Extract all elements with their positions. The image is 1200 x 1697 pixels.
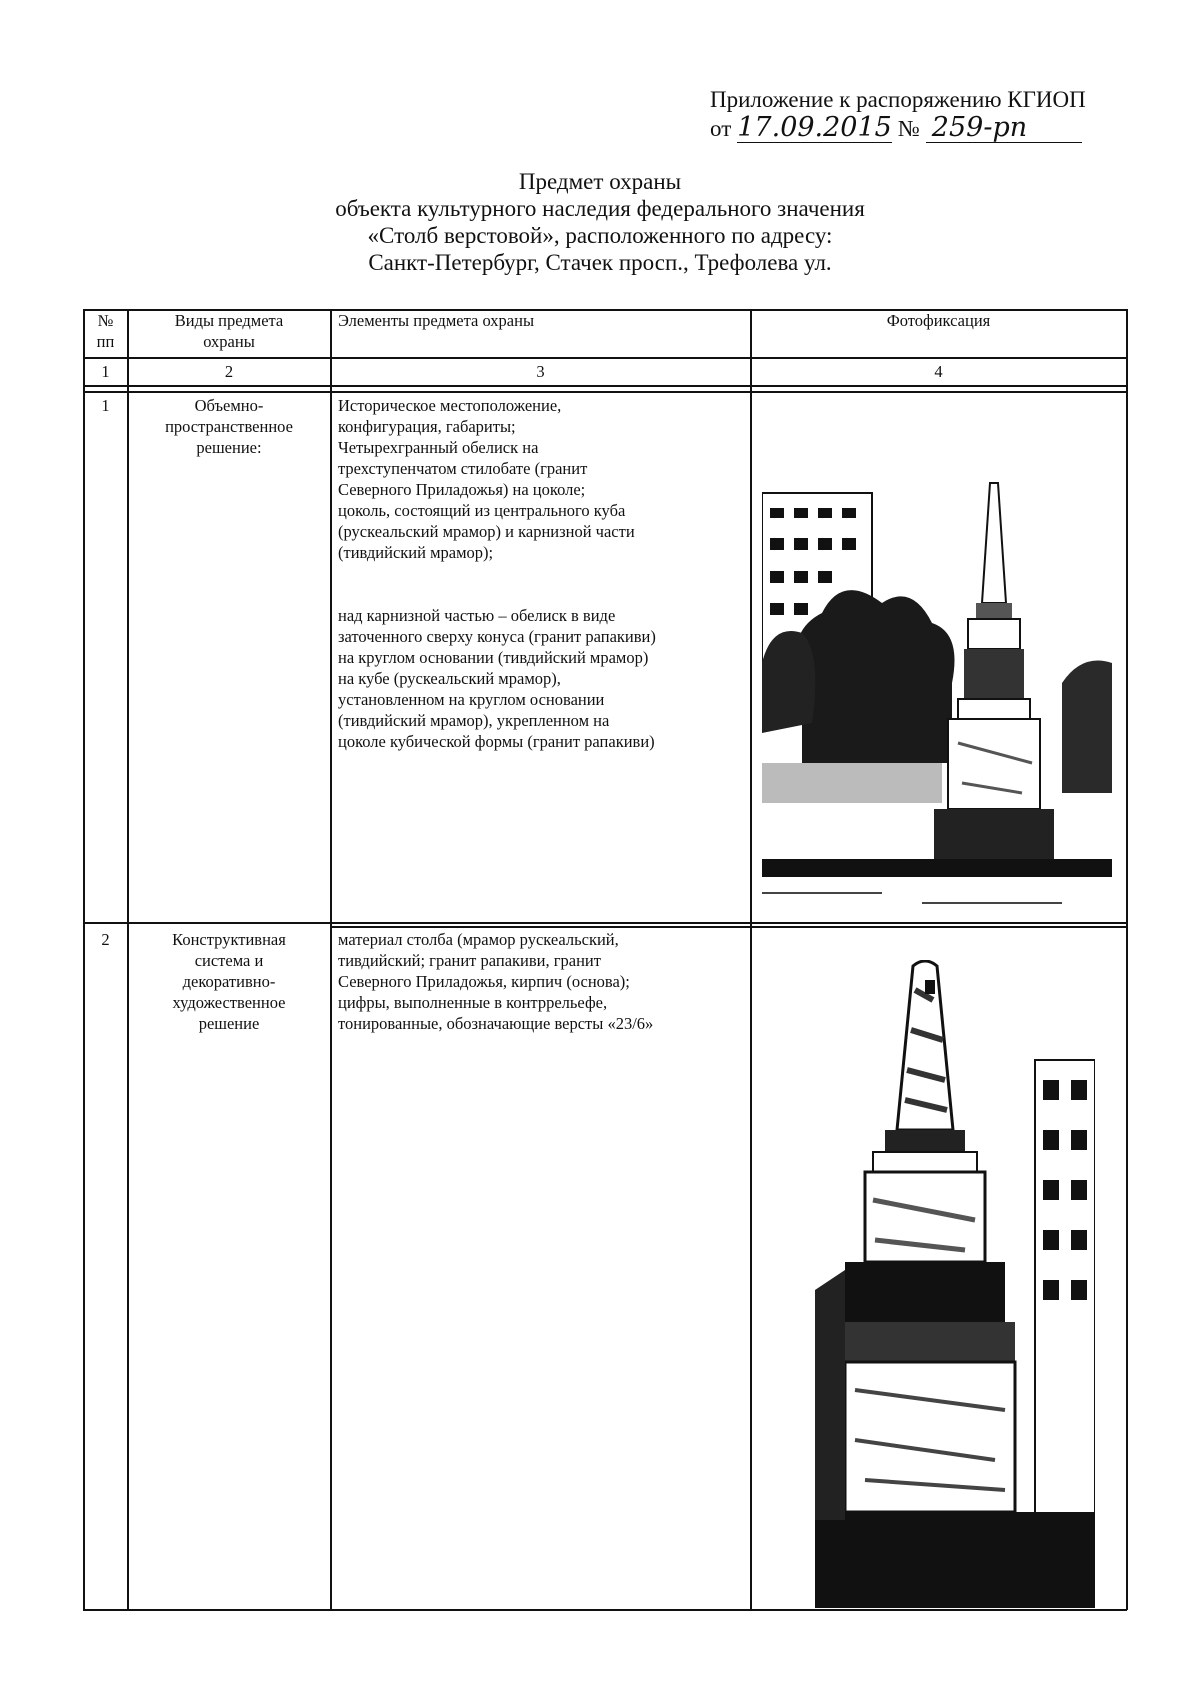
table-border-bottom [83, 1609, 1127, 1611]
row-2-top [330, 926, 1127, 928]
row-1-element-line-10: заточенного сверху конуса (гранит рапакиви) [338, 627, 656, 646]
title-line-4: Санкт-Петербург, Стачек просп., Трефолева ул. [368, 250, 832, 275]
header-divider [83, 357, 1127, 359]
row-1-elements-b [338, 605, 748, 752]
title-line-3: «Столб верстовой», расположенного по адресу: [367, 223, 833, 248]
col-header-no-line-1: № [97, 311, 114, 330]
document-title [0, 168, 1200, 276]
annex-title: Приложение к распоряжению КГИОП [710, 87, 1086, 112]
row-1-element-line-8: (тивдийский мрамор); [338, 543, 494, 562]
row-1-element-line-9: над карнизной частью – обелиск в виде [338, 606, 616, 625]
row-2-elements [338, 929, 748, 1034]
row-2-element-line-2: тивдийский; гранит рапакиви, гранит [338, 951, 601, 970]
row-1-element-line-6: цоколь, состоящий из центрального куба [338, 501, 626, 520]
column-number-divider [83, 385, 1127, 387]
row-2-element-line-1: материал столба (мрамор рускеальский, [338, 930, 619, 949]
row-1-element-line-12: на кубе (рускеальский мрамор), [338, 669, 561, 688]
row-1-element-line-13: установленном на круглом основании [338, 690, 605, 709]
row-1-photo [762, 463, 1112, 918]
title-line-2: объекта культурного наследия федерального значения [335, 196, 865, 221]
col-header-no [84, 310, 127, 352]
row-2-type-line-1: Конструктивная [172, 930, 286, 949]
col-number-1: 1 [101, 362, 110, 381]
row-2-type-line-2: система и [194, 951, 264, 970]
annex-reference [710, 114, 1086, 143]
row-1-element-line-3: Четырехгранный обелиск на [338, 438, 539, 457]
row-1-type-line-3: решение: [196, 438, 262, 457]
row-2-element-line-3: Северного Приладожья, кирпич (основа); [338, 972, 630, 991]
col-header-no-line-2: пп [96, 332, 115, 351]
row-1-element-line-5: Северного Приладожья) на цоколе; [338, 480, 586, 499]
row-2-type [128, 929, 330, 1034]
row-2-number: 2 [101, 930, 110, 949]
obelisk-photo-1 [762, 463, 1112, 918]
row-1-type-line-1: Объемно- [194, 396, 264, 415]
row-1-element-line-11: на круглом основании (тивдийский мрамор) [338, 648, 649, 667]
row-2-photo [815, 960, 1095, 1608]
table-divider-3 [750, 309, 752, 1610]
row-2-type-line-5: решение [198, 1014, 260, 1033]
col-header-type-line-2: охраны [203, 332, 255, 351]
row-2-type-line-4: художественное [172, 993, 286, 1012]
row-2-element-line-4: цифры, выполненные в контррельефе, [338, 993, 608, 1012]
row-2-type-line-3: декоративно- [182, 972, 276, 991]
annex-header [710, 86, 1086, 143]
col-header-type-line-1: Виды предмета [174, 311, 284, 330]
row-1-type [128, 395, 330, 458]
row-1-number: 1 [101, 396, 110, 415]
title-line-1: Предмет охраны [518, 169, 682, 194]
obelisk-photo-2 [815, 960, 1095, 1608]
row-2-element-line-5: тонированные, обозначающие версты «23/6» [338, 1014, 654, 1033]
row-1-element-line-4: трехступенчатом стилобате (гранит [338, 459, 588, 478]
number-sign: № [897, 116, 920, 141]
row-1-type-line-2: пространственное [165, 417, 293, 436]
row-1-element-line-7: (рускеальский мрамор) и карнизной части [338, 522, 635, 541]
row-1-top [83, 391, 1127, 393]
table-divider-2 [330, 309, 332, 1610]
row-1-bottom [83, 922, 1127, 924]
row-1-element-line-1: Историческое местоположение, [338, 396, 562, 415]
row-1-element-line-2: конфигурация, габариты; [338, 417, 516, 436]
col-header-photo: Фотофиксация [886, 311, 991, 330]
handwritten-date: 17.09.2015 [737, 112, 892, 143]
col-header-elements: Элементы предмета охраны [338, 311, 535, 330]
table-border-right [1126, 309, 1128, 1610]
col-header-type [128, 310, 330, 352]
col-number-2: 2 [224, 362, 234, 381]
row-1-elements-a [338, 395, 748, 563]
row-1-element-line-15: цоколе кубической формы (гранит рапакиви) [338, 732, 655, 751]
row-1-element-line-14: (тивдийский мрамор), укрепленном на [338, 711, 610, 730]
from-label: от [710, 116, 732, 141]
handwritten-number: 259-рп [926, 114, 1082, 143]
col-number-3: 3 [536, 362, 545, 381]
col-number-4: 4 [934, 362, 943, 381]
table-border-left [83, 309, 85, 1610]
